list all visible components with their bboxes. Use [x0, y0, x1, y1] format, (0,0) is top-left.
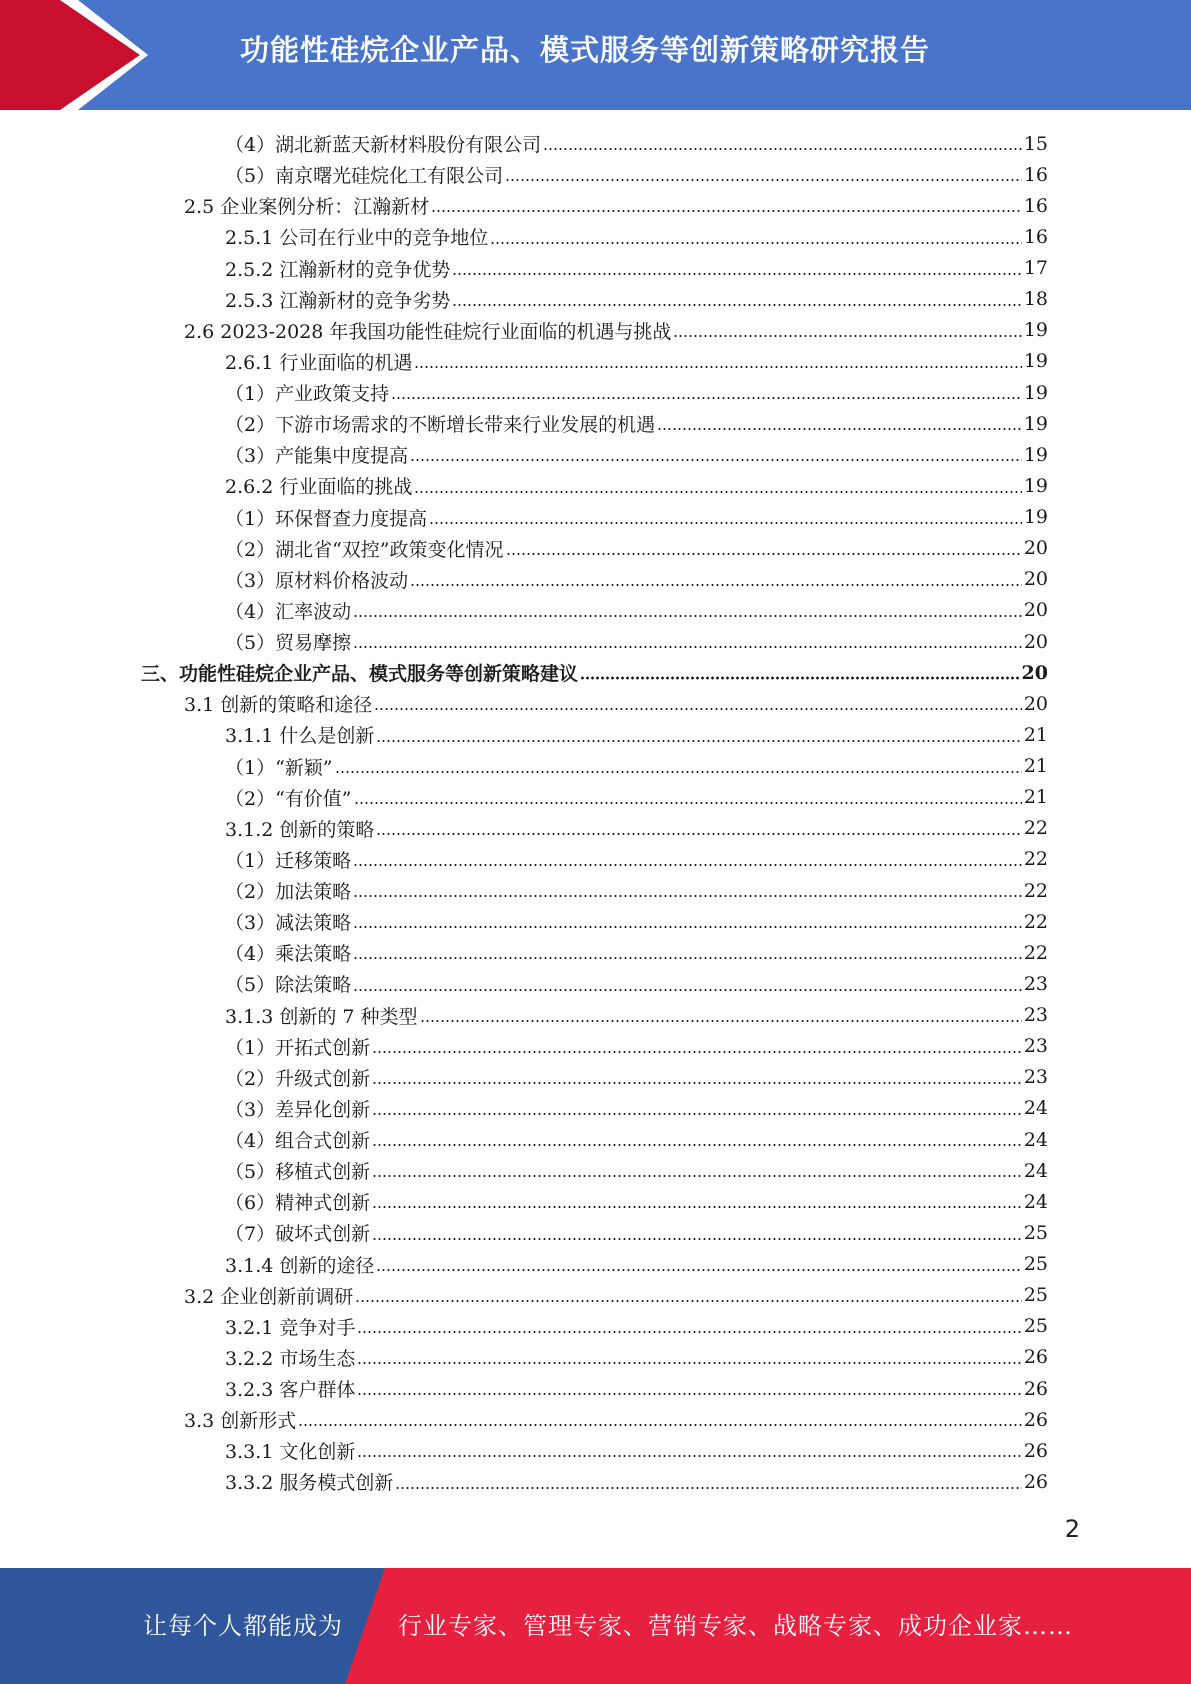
toc-entry[interactable] [0, 470, 1191, 501]
toc-entry[interactable] [0, 782, 1191, 813]
toc-entry-title: （2）下游市场需求的不断增长带来行业发展的机遇 [225, 414, 656, 437]
toc-entry-page: 22 [1023, 941, 1048, 964]
page-number: 2 [1064, 1515, 1080, 1543]
toc-entry[interactable] [0, 439, 1191, 470]
toc-entry-title: 3.1.4 创新的途径 [225, 1254, 375, 1277]
toc-entry-page: 19 [1023, 412, 1048, 435]
toc-entry-page: 25 [1023, 1221, 1048, 1244]
toc-entry[interactable] [0, 1093, 1191, 1124]
toc-entry-page: 15 [1023, 132, 1048, 155]
toc-entry[interactable] [0, 346, 1191, 377]
toc-entry[interactable] [0, 906, 1191, 937]
toc-entry-title: 2.5.3 江瀚新材的竞争劣势 [225, 289, 451, 312]
report-title: 功能性硅烷企业产品、模式服务等创新策略研究报告 [240, 33, 931, 67]
toc-dot-leader [376, 739, 1021, 743]
toc-dot-leader [452, 303, 1021, 307]
toc-dot-leader [357, 1330, 1021, 1334]
toc-dot-leader [353, 645, 1022, 649]
toc-entry-page: 23 [1023, 1066, 1048, 1089]
toc-entry[interactable] [0, 377, 1191, 408]
toc-entry-title: 3.3 创新形式 [184, 1410, 297, 1433]
toc-entry-page: 20 [1023, 630, 1048, 653]
toc-entry[interactable] [0, 221, 1191, 252]
toc-entry-page: 19 [1023, 443, 1048, 466]
toc-entry-page: 16 [1023, 225, 1048, 248]
toc-entry-title: 3.2.2 市场生态 [225, 1347, 356, 1370]
toc-dot-leader [543, 147, 1022, 151]
toc-entry[interactable] [0, 128, 1191, 159]
footer-slogan-right: 行业专家、管理专家、营销专家、战略专家、成功企业家…… [398, 1612, 1073, 1640]
toc-entry[interactable] [0, 1031, 1191, 1062]
toc-entry-page: 23 [1023, 972, 1048, 995]
toc-dot-leader [353, 614, 1022, 618]
toc-entry-title: （1）迁移策略 [225, 849, 352, 872]
toc-entry-title: （1）环保督查力度提高 [225, 507, 428, 530]
toc-dot-leader [372, 1174, 1022, 1178]
toc-entry-page: 19 [1023, 474, 1048, 497]
toc-dot-leader [490, 241, 1021, 245]
toc-entry[interactable] [0, 875, 1191, 906]
toc-entry[interactable] [0, 968, 1191, 999]
toc-dot-leader [353, 863, 1022, 867]
toc-dot-leader [506, 552, 1022, 556]
table-of-contents [0, 128, 1191, 1498]
toc-entry[interactable] [0, 937, 1191, 968]
toc-entry-title: 2.6.1 行业面临的机遇 [225, 351, 413, 374]
toc-entry-page: 19 [1023, 350, 1048, 373]
toc-entry-title: 3.1 创新的策略和途径 [184, 694, 373, 717]
toc-dot-leader [353, 988, 1022, 992]
toc-dot-leader [429, 521, 1022, 525]
toc-entry-title: 3.2.3 客户群体 [225, 1379, 356, 1402]
toc-entry-page: 16 [1023, 163, 1048, 186]
toc-dot-leader [391, 396, 1022, 400]
toc-dot-leader [410, 458, 1022, 462]
toc-entry-title: 2.5 企业案例分析：江瀚新材 [184, 196, 430, 219]
toc-entry-title: （5）除法策略 [225, 974, 352, 997]
toc-entry-title: 2.6.2 行业面临的挑战 [225, 476, 413, 499]
toc-entry-page: 21 [1023, 786, 1048, 809]
toc-entry-title: 3.1.2 创新的策略 [225, 818, 375, 841]
toc-entry[interactable] [0, 688, 1191, 719]
toc-entry-page: 22 [1023, 910, 1048, 933]
toc-dot-leader [452, 272, 1021, 276]
toc-entry-title: （3）差异化创新 [225, 1098, 371, 1121]
toc-entry-title: （3）减法策略 [225, 912, 352, 935]
toc-entry-title: 3.3.2 服务模式创新 [225, 1472, 394, 1495]
toc-dot-leader [372, 1081, 1022, 1085]
toc-entry[interactable] [0, 533, 1191, 564]
toc-entry-page: 16 [1023, 194, 1048, 217]
toc-entry-page: 23 [1023, 1035, 1048, 1058]
toc-entry-page: 24 [1023, 1190, 1048, 1213]
toc-entry-title: 三、功能性硅烷企业产品、模式服务等创新策略建议 [141, 663, 579, 686]
toc-entry-page: 20 [1023, 599, 1048, 622]
toc-dot-leader [335, 770, 1022, 774]
toc-entry[interactable] [0, 1342, 1191, 1373]
toc-dot-leader [357, 1392, 1021, 1396]
toc-entry[interactable] [0, 1000, 1191, 1031]
toc-entry-title: 2.6 2023-2028 年我国功能性硅烷行业面临的机遇与挑战 [184, 320, 672, 343]
toc-entry[interactable] [0, 564, 1191, 595]
toc-entry-title: （5）贸易摩擦 [225, 632, 352, 655]
toc-entry[interactable] [0, 657, 1191, 688]
toc-entry[interactable] [0, 1466, 1191, 1497]
toc-entry[interactable] [0, 315, 1191, 346]
toc-dot-leader [505, 178, 1022, 182]
toc-entry[interactable] [0, 751, 1191, 782]
footer-slogan-left: 让每个人都能成为 [143, 1612, 343, 1640]
toc-entry-page: 26 [1023, 1439, 1048, 1462]
toc-entry[interactable] [0, 1124, 1191, 1155]
toc-entry-title: （4）乘法策略 [225, 943, 352, 966]
toc-dot-leader [414, 365, 1021, 369]
toc-entry-title: 3.1.3 创新的 7 种类型 [225, 1005, 418, 1028]
toc-entry-title: （1）开拓式创新 [225, 1036, 371, 1059]
toc-dot-leader [580, 676, 1020, 680]
toc-entry-page: 26 [1023, 1377, 1048, 1400]
toc-dot-leader [357, 1454, 1021, 1458]
toc-entry-page: 22 [1023, 848, 1048, 871]
toc-entry[interactable] [0, 1435, 1191, 1466]
toc-entry-page: 26 [1023, 1408, 1048, 1431]
toc-entry-page: 23 [1023, 1004, 1048, 1027]
toc-entry-title: （7）破坏式创新 [225, 1223, 371, 1246]
toc-dot-leader [355, 1299, 1022, 1303]
toc-dot-leader [374, 707, 1022, 711]
toc-dot-leader [431, 209, 1022, 213]
toc-entry-page: 20 [1023, 568, 1048, 591]
page-header [0, 0, 1191, 110]
toc-entry-page: 22 [1023, 817, 1048, 840]
toc-entry-page: 24 [1023, 1159, 1048, 1182]
toc-entry-title: 3.3.1 文化创新 [225, 1441, 356, 1464]
toc-entry[interactable] [0, 1373, 1191, 1404]
toc-entry-page: 25 [1023, 1315, 1048, 1338]
toc-dot-leader [354, 801, 1022, 805]
toc-entry[interactable] [0, 284, 1191, 315]
toc-entry-page: 18 [1023, 288, 1048, 311]
toc-entry-page: 19 [1023, 319, 1048, 342]
toc-entry-title: 3.1.1 什么是创新 [225, 725, 375, 748]
toc-entry-page: 20 [1023, 692, 1048, 715]
toc-entry[interactable] [0, 159, 1191, 190]
toc-dot-leader [372, 1143, 1022, 1147]
toc-entry-title: （2）加法策略 [225, 881, 352, 904]
toc-entry[interactable] [0, 502, 1191, 533]
toc-entry[interactable] [0, 408, 1191, 439]
toc-entry-title: （2）升级式创新 [225, 1067, 371, 1090]
toc-dot-leader [298, 1423, 1022, 1427]
toc-entry-page: 24 [1023, 1128, 1048, 1151]
page-footer [0, 1568, 1191, 1684]
toc-entry[interactable] [0, 1404, 1191, 1435]
toc-entry-page: 22 [1023, 879, 1048, 902]
toc-dot-leader [376, 1268, 1021, 1272]
toc-entry[interactable] [0, 1217, 1191, 1248]
toc-entry-title: （4）组合式创新 [225, 1130, 371, 1153]
toc-entry[interactable] [0, 1186, 1191, 1217]
toc-entry[interactable] [0, 626, 1191, 657]
toc-dot-leader [353, 925, 1022, 929]
toc-entry-title: 2.5.1 公司在行业中的竞争地位 [225, 227, 489, 250]
toc-entry[interactable] [0, 1062, 1191, 1093]
toc-dot-leader [372, 1050, 1022, 1054]
toc-dot-leader [673, 334, 1021, 338]
toc-entry-title: （2）“有价值” [225, 787, 352, 810]
toc-dot-leader [376, 832, 1021, 836]
toc-entry-title: （1）产业政策支持 [225, 383, 390, 406]
toc-entry-page: 21 [1023, 755, 1048, 778]
toc-entry[interactable] [0, 253, 1191, 284]
toc-entry-page: 17 [1023, 257, 1048, 280]
toc-entry-page: 25 [1023, 1284, 1048, 1307]
toc-entry-page: 20 [1023, 537, 1048, 560]
toc-entry-title: （4）湖北新蓝天新材料股份有限公司 [225, 134, 542, 157]
toc-dot-leader [420, 1019, 1022, 1023]
toc-entry[interactable] [0, 813, 1191, 844]
toc-entry-title: （6）精神式创新 [225, 1192, 371, 1215]
toc-entry-title: 2.5.2 江瀚新材的竞争优势 [225, 258, 451, 281]
toc-entry-title: （4）汇率波动 [225, 600, 352, 623]
toc-dot-leader [657, 427, 1022, 431]
toc-entry-title: （3）产能集中度提高 [225, 445, 409, 468]
toc-entry[interactable] [0, 844, 1191, 875]
toc-entry[interactable] [0, 1155, 1191, 1186]
toc-entry-title: 3.2 企业创新前调研 [184, 1285, 354, 1308]
toc-entry[interactable] [0, 190, 1191, 221]
toc-entry[interactable] [0, 1311, 1191, 1342]
toc-dot-leader [372, 1237, 1022, 1241]
toc-entry[interactable] [0, 595, 1191, 626]
toc-dot-leader [353, 894, 1022, 898]
toc-entry-page: 19 [1023, 381, 1048, 404]
toc-entry-title: 3.2.1 竞争对手 [225, 1316, 356, 1339]
toc-dot-leader [357, 1361, 1021, 1365]
toc-entry[interactable] [0, 1280, 1191, 1311]
toc-entry-page: 26 [1023, 1470, 1048, 1493]
toc-entry-page: 26 [1023, 1346, 1048, 1369]
toc-entry-page: 25 [1023, 1253, 1048, 1276]
toc-entry-page: 24 [1023, 1097, 1048, 1120]
toc-dot-leader [353, 956, 1022, 960]
toc-entry-title: （3）原材料价格波动 [225, 569, 409, 592]
toc-dot-leader [372, 1205, 1022, 1209]
toc-entry-page: 21 [1023, 723, 1048, 746]
toc-entry-page: 20 [1021, 661, 1048, 684]
toc-entry-title: （2）湖北省“双控”政策变化情况 [225, 538, 504, 561]
toc-entry-title: （5）南京曙光硅烷化工有限公司 [225, 165, 504, 188]
toc-dot-leader [410, 583, 1022, 587]
toc-entry[interactable] [0, 719, 1191, 750]
toc-dot-leader [395, 1486, 1021, 1490]
toc-dot-leader [414, 490, 1021, 494]
toc-entry-page: 19 [1023, 506, 1048, 529]
toc-dot-leader [372, 1112, 1022, 1116]
toc-entry-title: （1）“新颖” [225, 756, 333, 779]
toc-entry[interactable] [0, 1249, 1191, 1280]
toc-entry-title: （5）移植式创新 [225, 1161, 371, 1184]
